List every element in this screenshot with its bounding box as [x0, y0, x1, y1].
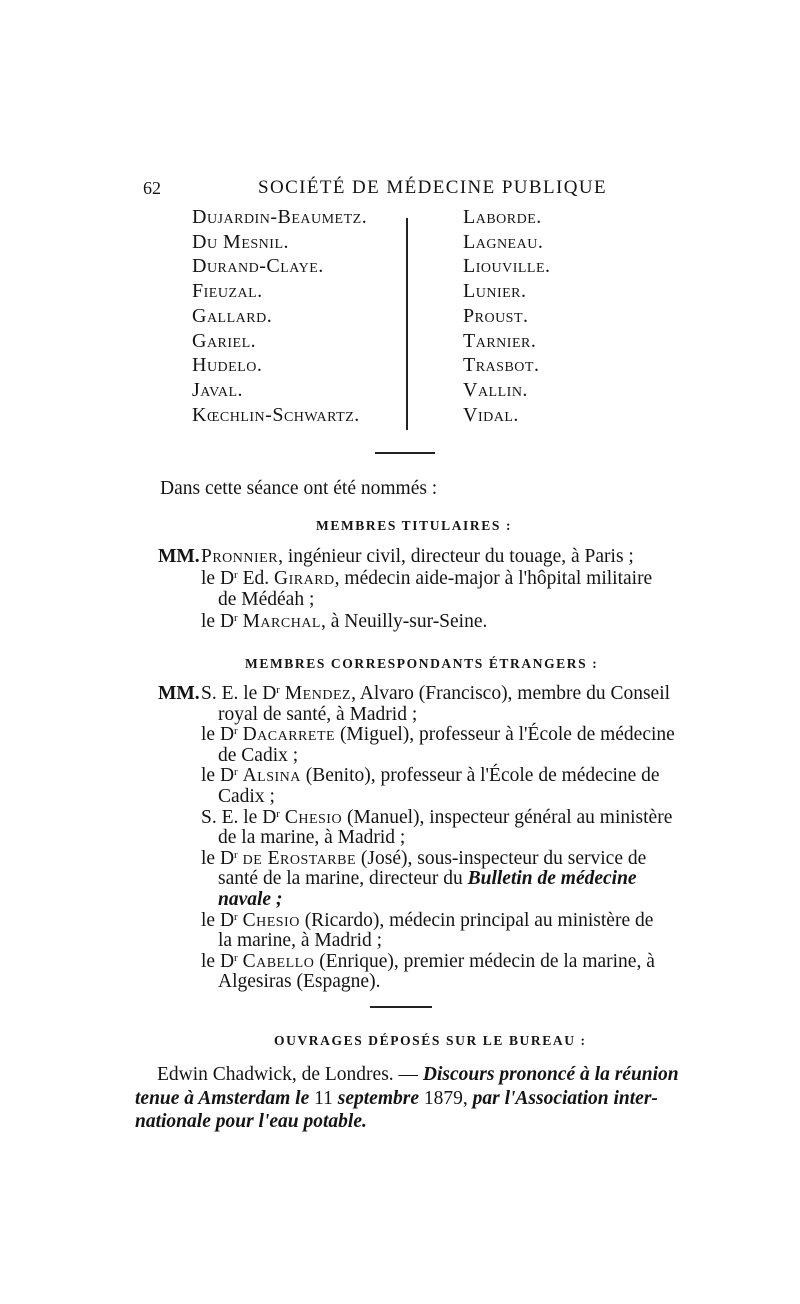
text-run: le D [201, 765, 235, 787]
text-run: le D [201, 909, 235, 931]
text-run: le D [201, 610, 235, 632]
italic-title: septembre [337, 1088, 424, 1109]
text-run: , Alvaro (Francisco), membre du Conseil [351, 683, 671, 704]
member-name: Dujardin-Beaumetz. [192, 206, 368, 228]
text-run: (Miguel), professeur à l'École de médecine [335, 724, 675, 746]
member-name: Fieuzal. [192, 280, 263, 303]
superscript: r [234, 910, 238, 923]
page-number: 62 [143, 178, 161, 198]
person-name: Alsina [242, 765, 301, 787]
superscript: r [234, 725, 238, 738]
entry-line [201, 765, 660, 787]
text-run: le D [201, 567, 235, 589]
italic-title: Discours prononcé à la réunion [422, 1064, 679, 1085]
member-name: Lagneau. [463, 230, 544, 253]
entry-line [201, 568, 652, 590]
member-name: Proust. [463, 304, 529, 327]
person-name: Dacarrete [242, 724, 336, 746]
text-run: la marine, à Madrid ; [218, 930, 383, 952]
entry-line [218, 868, 637, 890]
text-run: de la marine, à Madrid ; [218, 827, 406, 849]
entry-line [218, 704, 417, 726]
text-run: 11 [314, 1088, 338, 1109]
entry-line [201, 546, 634, 568]
mm-prefix: MM. [158, 546, 200, 567]
member-name: Lunier. [463, 280, 527, 303]
text-run: (Enrique), premier médecin de la marine, à [314, 950, 655, 972]
text-run: (Ricardo), médecin principal au ministère de [299, 909, 654, 931]
italic-title: tenue à Amsterdam le [135, 1088, 315, 1109]
text-run: (Manuel), inspecteur général au ministère [342, 806, 673, 828]
text-run: Cadix ; [218, 786, 275, 807]
person-name: Cabello [242, 950, 315, 972]
member-name: Hudelo. [192, 354, 263, 377]
member-name: Gariel. [192, 329, 257, 352]
member-name: Gallard. [192, 304, 273, 327]
superscript: r [234, 766, 238, 779]
entry-line [218, 889, 282, 911]
text-run: 1879, [423, 1088, 473, 1109]
mm-prefix: MM. [158, 683, 200, 704]
member-name: Liouville. [463, 255, 551, 278]
text-run: Edwin Chadwick, de Londres. — [157, 1064, 423, 1085]
text-run: de Cadix ; [218, 744, 299, 766]
person-name: Chesio [242, 909, 300, 931]
text-run: , à Neuilly-sur-Seine. [320, 610, 488, 632]
text-run: (José), sous-inspecteur du service de [356, 847, 647, 869]
entry-line [201, 724, 675, 746]
member-name: Trasbot. [463, 354, 540, 377]
italic-title: par l'Association inter- [472, 1088, 658, 1109]
superscript: r [276, 807, 280, 820]
superscript: r [276, 684, 280, 696]
person-name: Marchal [242, 610, 321, 632]
ouvrage-line [135, 1111, 367, 1133]
text-run: Ed. [237, 567, 274, 589]
section-heading-ouvrages: OUVRAGES DÉPOSÉS SUR LE BUREAU : [274, 1033, 587, 1048]
entry-line [218, 589, 314, 611]
text-run: le D [201, 847, 235, 869]
entry-line [201, 683, 670, 705]
member-name: Vallin. [463, 378, 528, 401]
superscript: r [234, 951, 238, 964]
superscript: r [234, 848, 238, 861]
member-name: Durand-Claye. [192, 255, 324, 278]
text-run: Algesiras (Espagne). [218, 971, 381, 993]
member-name: Tarnier. [463, 329, 537, 352]
ouvrage-line [135, 1088, 658, 1110]
member-name: Laborde. [463, 206, 542, 228]
entry-line [201, 611, 487, 633]
text-run: , médecin aide-major à l'hôpital militaire [334, 567, 653, 589]
running-head: SOCIÉTÉ DE MÉDECINE PUBLIQUE [258, 177, 607, 198]
entry-line [218, 971, 380, 993]
superscript: r [234, 611, 238, 624]
person-name: Pronnier [201, 546, 279, 567]
italic-title: nationale pour l'eau potable. [135, 1111, 367, 1132]
person-name: de Erostarbe [242, 847, 357, 869]
entry-line [218, 827, 405, 849]
text-run: santé de la marine, directeur du [218, 868, 468, 890]
text-run: le D [201, 950, 235, 972]
text-run: de Médéah ; [218, 589, 315, 610]
text-run: royal de santé, à Madrid ; [218, 703, 418, 725]
entry-line [218, 786, 275, 808]
text-run: , ingénieur civil, directeur du touage, à Paris ; [278, 546, 634, 567]
column-divider [406, 218, 408, 430]
section-heading-titulaires: MEMBRES TITULAIRES : [316, 518, 513, 533]
entry-line [218, 930, 382, 952]
separator-rule-2 [370, 1006, 432, 1008]
italic-title: Bulletin de médecine [467, 868, 637, 890]
entry-line [201, 951, 655, 973]
text-run: S. E. le D [201, 683, 277, 704]
text-run: S. E. le D [201, 806, 277, 828]
member-name: Vidal. [463, 403, 519, 426]
text-run: le D [201, 724, 235, 746]
italic-title: navale ; [218, 889, 283, 910]
superscript: r [234, 568, 238, 581]
intro-text: Dans cette séance ont été nommés : [160, 478, 438, 499]
ouvrage-line [157, 1064, 679, 1086]
member-name: Javal. [192, 378, 244, 401]
person-name: Mendez [284, 683, 352, 704]
entry-line [218, 745, 298, 767]
entry-line [201, 807, 672, 829]
member-name: Du Mesnil. [192, 230, 289, 253]
separator-rule [375, 452, 435, 454]
entry-line [201, 848, 646, 870]
text-run: (Benito), professeur à l'École de médecine de [300, 765, 660, 787]
member-name: Kœchlin-Schwartz. [192, 403, 360, 426]
person-name: Chesio [284, 806, 343, 828]
section-heading-correspondants: MEMBRES CORRESPONDANTS ÉTRANGERS : [245, 656, 599, 671]
entry-line [201, 910, 653, 932]
person-name: Girard [274, 567, 335, 589]
